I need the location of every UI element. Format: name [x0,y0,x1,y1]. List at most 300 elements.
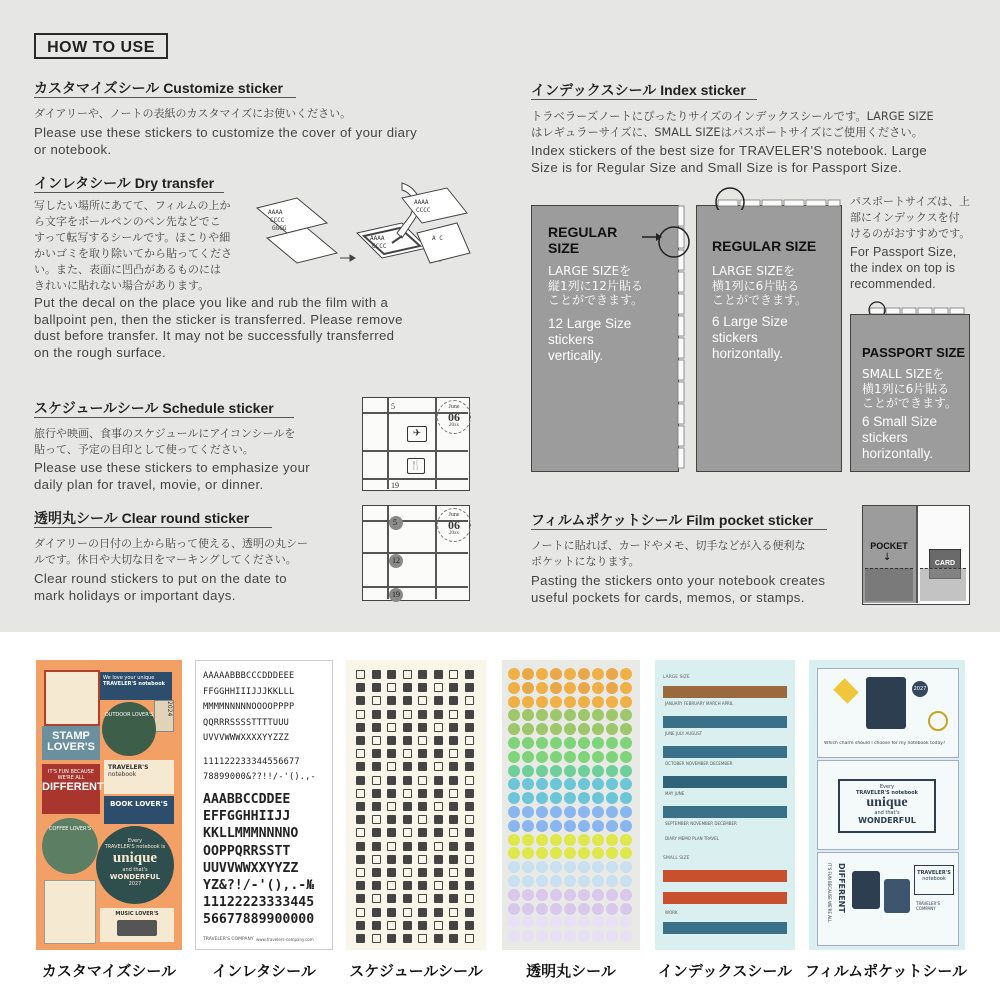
text-line: すって転写するシールです。ほこりや細 [34,231,231,244]
color-dot [578,751,590,763]
word: TRAVEL [703,836,719,841]
product-label-dry-transfer: インレタシール [212,962,316,980]
diamond-charm-icon [833,678,858,703]
text-line: AAAAABBBCCCDDDEEE [203,671,295,681]
notebook-icon [884,879,910,913]
box-jp [712,264,807,308]
color-dot [578,668,590,680]
color-dot [578,903,590,915]
schedule-icon [449,921,458,930]
schedule-icon [418,710,427,719]
text-line: notebook [108,771,137,778]
index-band [663,746,787,758]
schedule-icon [403,921,412,930]
text-line: DIFFERENT [42,781,104,793]
month: JULY [675,731,685,736]
schedule-icon [434,934,443,943]
svg-text:CCCC: CCCC [270,217,285,224]
schedule-icon [356,868,365,877]
schedule-icon [434,908,443,917]
schedule-icon [387,855,396,864]
unique-sticker [100,672,172,700]
schedule-icon [418,842,427,851]
airplane-icon: ✈ [407,426,427,442]
dry-transfer-heading: インレタシール Dry transfer [34,175,215,191]
schedule-icon [387,696,396,705]
film-pocket-sticker-sheet [809,660,965,950]
text-line: FFGGHHIIIJJJKKLLL [203,686,295,697]
outdoor-lovers-sticker [102,702,156,756]
color-dot [550,696,562,708]
schedule-icon [387,934,396,943]
color-dot [550,820,562,832]
color-dot [592,916,604,928]
text-line: notebook [922,876,946,882]
text-line: Please use these stickers to emphasize your [34,460,310,475]
clear-round-calendar-illustration [362,505,470,601]
color-dot [536,792,548,804]
text-line: mark holidays or important days. [34,587,236,603]
schedule-icon [403,749,412,758]
color-dot [578,696,590,708]
word: WORK [665,910,678,915]
color-dot [620,847,632,859]
text-line: 部にインデックスを付 [850,211,960,224]
calendar-gridline [435,506,437,599]
dry-transfer-jp [34,198,232,294]
schedule-icon [434,789,443,798]
radio-icon [117,920,157,936]
book-lovers-sticker [104,796,174,824]
film-pocket-illustration [862,505,970,605]
text-line: horizontally. [712,346,784,361]
schedule-icon [403,828,412,837]
index-band [663,922,787,934]
color-dot [508,930,520,942]
color-dot [508,737,520,749]
coffee-lovers-sticker [42,818,98,874]
clear-round-underline [34,527,272,528]
color-dot [564,792,576,804]
text-line: Every [127,838,143,844]
schedule-icon [372,696,381,705]
color-dot [578,916,590,928]
schedule-icon [387,749,396,758]
music-lovers-sticker [100,908,174,942]
text-line: TRAVELER'S notebook [103,681,165,687]
schedule-icon [356,855,365,864]
schedule-icon [356,736,365,745]
schedule-icon [465,921,474,930]
word: PLAN [692,836,703,841]
schedule-icon [418,789,427,798]
schedule-icon [356,894,365,903]
color-dot [620,903,632,915]
notebook-label [914,865,954,895]
schedule-icon [434,776,443,785]
color-dot [606,903,618,915]
text-line: LARGE SIZEを [548,264,632,278]
schedule-icon [372,894,381,903]
schedule-icon [465,802,474,811]
schedule-icon [356,802,365,811]
pocket-sticker [817,668,959,758]
box-en [862,414,937,462]
month-row [665,761,732,766]
schedule-icon [418,776,427,785]
schedule-icon [449,802,458,811]
schedule-heading: スケジュールシール Schedule sticker [34,400,274,416]
color-dot [592,847,604,859]
month: SEPTEMBER [665,821,689,826]
schedule-icon [465,881,474,890]
schedule-icon [403,762,412,771]
schedule-icon [418,696,427,705]
product-label-film-pocket: フィルムポケットシール [804,962,968,980]
index-band [663,806,787,818]
schedule-icon [418,934,427,943]
text-line: REGULAR [548,224,618,240]
schedule-icon [434,868,443,877]
schedule-icon [387,776,396,785]
schedule-icon [403,776,412,785]
schedule-icon [465,762,474,771]
color-dot [508,806,520,818]
schedule-icon [465,736,474,745]
schedule-icon [403,723,412,732]
text-line: or notebook. [34,141,112,157]
color-dot [536,723,548,735]
schedule-icon [387,670,396,679]
clear-round-jp [34,536,308,568]
passport-note-en [850,244,956,292]
color-dot [550,903,562,915]
customize-sticker-sheet [36,660,182,950]
schedule-icon [356,842,365,851]
word: MEMO [678,836,691,841]
color-dot [592,820,604,832]
text-line: UUVVWWXXYYZZ [203,860,299,876]
color-dot [508,875,520,887]
color-dot [522,751,534,763]
schedule-icon [465,934,474,943]
word: DIARY [665,836,677,841]
schedule-calendar-illustration [362,397,470,491]
color-dot [522,916,534,928]
text-line: かいゴミを取り除いてから貼ってくださ [34,247,232,260]
color-dot [592,737,604,749]
schedule-icon [372,934,381,943]
stamp-year: 20xx [449,423,459,428]
color-dot [578,765,590,777]
month-row [665,821,737,826]
text-line: きれいに貼れない場合があります。 [34,279,210,292]
text-line: EFFGGHHIIJJ [203,809,291,825]
color-dot [550,889,562,901]
regular-size-horizontal-diagram [696,205,842,472]
schedule-icon [403,670,412,679]
text-line: horizontally. [862,446,934,461]
schedule-icon [356,696,365,705]
schedule-sticker-sheet [346,660,486,950]
schedule-icon [403,710,412,719]
schedule-icon [449,736,458,745]
color-dot [620,930,632,942]
text-line: SMALL SIZEを [862,367,945,381]
text-line: 写したい場所にあてて、フィルムの上か [34,199,231,212]
text-line: 旅行や映画、食事のスケジュールにアイコンシールを [34,427,296,440]
schedule-icon [387,723,396,732]
schedule-icon [465,696,474,705]
schedule-icon [434,749,443,758]
text-line: TRAVELER'S notebook is [104,844,166,850]
schedule-icon [356,710,365,719]
color-dot [536,778,548,790]
schedule-icon [403,855,412,864]
text-line: Index stickers of the best size for TRAVELER'S notebook. Large [531,143,928,158]
schedule-icon [403,908,412,917]
brand-footer: TRAVELER'S COMPANY [916,901,940,911]
color-dot [550,737,562,749]
index-en [531,143,927,176]
schedule-icon [387,710,396,719]
text-line: WONDERFUL [858,816,916,825]
color-dot [508,861,520,873]
text-line: WONDERFUL [109,873,161,881]
schedule-icon [418,921,427,930]
color-dot [620,875,632,887]
schedule-icon [403,815,412,824]
color-dot [536,709,548,721]
calendar-gridline [363,478,468,480]
color-dot [606,737,618,749]
box-en [712,314,788,362]
text-line: dust before transfer. It may not be successfully transferred [34,328,395,343]
color-dot [508,765,520,777]
pocket-label: POCKET [870,541,908,551]
icon-grid [346,660,486,950]
color-dot [592,861,604,873]
text-line: Put the decal on the place you like and rub the film with a [34,295,389,310]
text-line: vertically. [548,348,604,363]
color-dot [522,668,534,680]
schedule-icon [465,828,474,837]
text-line: For Passport Size, [850,245,957,259]
color-dot [606,875,618,887]
schedule-icon [372,881,381,890]
text-line: OUTDOOR LOVER'S [104,712,154,718]
stamp-year: 20xx [449,531,459,536]
schedule-icon [434,710,443,719]
travelers-notebook-sticker [104,760,174,794]
color-dot [606,792,618,804]
color-dot [564,847,576,859]
color-dot [578,682,590,694]
word-row [665,836,719,841]
text-line: useful pockets for cards, memos, or stamps. [531,589,805,605]
date-number: 5 [391,402,395,411]
color-dot [550,792,562,804]
text-line: unique [866,795,908,810]
stamp-day: 06 [448,518,460,532]
different-sticker [42,764,104,814]
text-line: SIZE [548,240,580,256]
color-dot [522,847,534,859]
color-dot [550,682,562,694]
product-label-customize: カスタマイズシール [41,962,177,980]
svg-text:CCCC: CCCC [372,243,387,250]
text-line: TRAVELER'S [917,870,951,876]
text-line: ダイアリーの日付の上から貼って使える、透明の丸シー [34,537,309,550]
color-dot [606,930,618,942]
spacer [203,747,316,755]
arrow-down-icon: ↓ [883,552,892,563]
color-dot [550,861,562,873]
color-dot [606,682,618,694]
schedule-icon [356,776,365,785]
schedule-icon [465,683,474,692]
month: AUGUST [685,731,703,736]
color-dot [606,751,618,763]
color-dot [536,861,548,873]
text-line: MMMMNNNNNOOOOPPPP [203,702,295,712]
color-dot [536,847,548,859]
color-dot [550,778,562,790]
color-dot [564,806,576,818]
color-dot [620,916,632,928]
schedule-icon [449,934,458,943]
date-number: 19 [392,590,400,599]
month: DECEMBER [714,821,737,826]
text-line: ノートに貼れば、カードやメモ、切手などが入る便利な [531,539,806,552]
color-dot [564,930,576,942]
schedule-icon [418,683,427,692]
vertical-text: DIFFERENT [837,863,846,913]
color-dot [508,847,520,859]
color-dot [620,820,632,832]
text-line: UVVVWWWXXXXYYZZZ [203,733,289,743]
color-dot [550,723,562,735]
schedule-icon [418,868,427,877]
color-dot [592,696,604,708]
date-number: 19 [391,481,399,490]
index-jp [531,109,934,141]
color-dot [620,751,632,763]
page-title: HOW TO USE [34,33,168,59]
schedule-icon [387,908,396,917]
color-dot [606,847,618,859]
dining-icon: 🍴 [407,458,425,474]
horizontal-index-tabs [696,180,846,210]
color-dot [508,778,520,790]
text-line: 12 Large Size [548,316,632,331]
month: JANUARY [665,701,683,706]
product-label-index: インデックスシール [657,962,793,980]
text-line: ポケットになります。 [531,555,640,568]
color-dot [592,889,604,901]
ring-charm-icon [928,711,948,731]
color-dot [606,778,618,790]
schedule-icon [465,855,474,864]
text-line: 56677889900000 [203,912,315,928]
text-line: and that's [122,867,148,873]
film-pocket-underline [531,529,827,530]
schedule-icon [387,881,396,890]
color-dot [536,889,548,901]
color-dot [592,682,604,694]
schedule-icon [372,736,381,745]
schedule-jp [34,426,295,458]
color-dot [522,709,534,721]
svg-text:AAAA: AAAA [268,209,283,216]
schedule-icon [387,842,396,851]
color-dot [536,834,548,846]
date-stamp [437,508,471,542]
notebook-icon [852,871,880,909]
color-dot [564,668,576,680]
color-dot [606,709,618,721]
color-dot [522,834,534,846]
month: NOVEMBER [685,761,709,766]
color-dot [522,861,534,873]
text-line: Clear round stickers to put on the date to [34,571,287,586]
notebook-icon [866,677,906,729]
product-label-schedule: スケジュールシール [349,962,483,980]
schedule-icon [372,908,381,917]
clear-round-sticker-sheet [502,660,640,950]
large-letters [203,791,314,929]
clear-round-heading: 透明丸シール Clear round sticker [34,510,250,526]
color-dot [522,765,534,777]
product-label-clear-round: 透明丸シール [526,962,616,980]
month: OCTOBER [665,761,685,766]
schedule-icon [418,723,427,732]
schedule-icon [465,894,474,903]
schedule-icon [434,723,443,732]
text-line: パスポートサイズは、上 [850,195,971,208]
color-dot [578,820,590,832]
text-line: 貼って、予定の目印として使ってください。 [34,443,254,456]
schedule-icon [418,762,427,771]
schedule-icon [449,710,458,719]
schedule-icon [387,921,396,930]
text-line: We love your unique [103,675,155,681]
customize-en [34,125,417,158]
schedule-icon [449,762,458,771]
pocket-sticker [817,852,959,946]
svg-text:AAAA: AAAA [414,199,429,206]
text-line: LOVER'S [47,741,95,753]
color-dot [620,709,632,721]
color-dot [620,696,632,708]
schedule-icon [372,723,381,732]
color-dot [522,889,534,901]
text-line: TRAVELER'S [108,764,149,771]
passport-size-diagram [850,314,970,472]
schedule-icon [387,802,396,811]
index-heading: インデックスシール Index sticker [531,82,746,98]
box-jp [548,264,643,308]
color-dot [564,916,576,928]
color-dot [564,778,576,790]
color-dot [564,820,576,832]
color-dot [578,875,590,887]
color-dot [620,889,632,901]
color-dot [508,903,520,915]
schedule-icon [372,683,381,692]
schedule-icon [372,762,381,771]
color-dot [522,792,534,804]
